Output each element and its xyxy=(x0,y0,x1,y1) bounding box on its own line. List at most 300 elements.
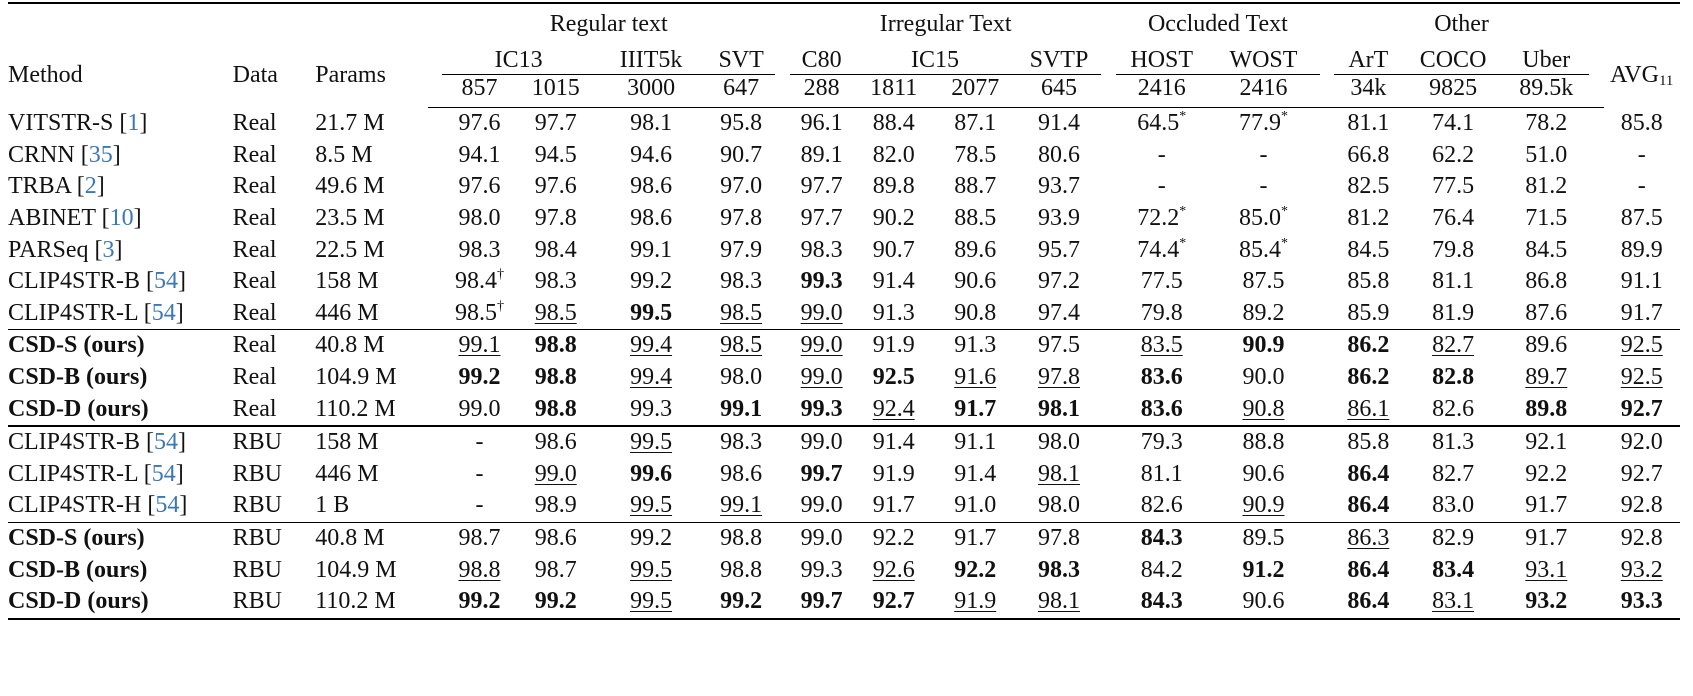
score-value: 99.5 xyxy=(630,492,673,519)
score-cell xyxy=(853,393,934,426)
method-name: ABINET xyxy=(8,205,96,232)
benchmark-svt: SVT xyxy=(707,44,775,75)
score-cell xyxy=(1334,522,1402,554)
table-row xyxy=(8,586,1680,619)
score-cell xyxy=(1207,266,1319,298)
column-gap xyxy=(1101,426,1116,459)
score-cell xyxy=(1207,426,1319,459)
score-cell xyxy=(1402,203,1504,235)
score-cell xyxy=(1604,426,1681,459)
score-cell xyxy=(517,426,595,459)
column-gap xyxy=(1320,586,1335,619)
column-gap xyxy=(1101,330,1116,362)
params-header: Params xyxy=(315,62,386,89)
score-value: 92.5 xyxy=(1620,364,1663,391)
method-name: CRNN xyxy=(8,141,75,168)
score-value: 84.5 xyxy=(1525,236,1568,263)
column-gap xyxy=(1589,234,1604,266)
score-value: 83.6 xyxy=(1140,395,1183,422)
column-gap xyxy=(775,393,790,426)
column-gap xyxy=(1589,266,1604,298)
column-gap xyxy=(1320,426,1335,459)
score-cell xyxy=(1207,362,1319,394)
score-value: 98.3 xyxy=(720,429,763,456)
test-size-cell: 2077 xyxy=(934,75,1017,108)
score-value: 99.3 xyxy=(800,268,843,295)
method-name: PARSeq xyxy=(8,236,89,263)
test-size-cell: 2416 xyxy=(1207,75,1319,108)
score-value: 99.7 xyxy=(800,460,843,487)
score-cell xyxy=(1334,298,1402,330)
method-cell: PARSeq [3] xyxy=(8,236,123,263)
score-value: 91.1 xyxy=(954,429,997,456)
score-cell xyxy=(934,108,1017,140)
test-size-cell: 34k xyxy=(1334,75,1402,108)
score-cell xyxy=(934,522,1017,554)
score-cell xyxy=(853,298,934,330)
score-cell xyxy=(1334,330,1402,362)
column-gap xyxy=(1589,171,1604,203)
column-gap xyxy=(1589,522,1604,554)
score-value: 98.7 xyxy=(534,556,577,583)
score-value: 89.1 xyxy=(800,141,843,168)
score-cell xyxy=(1116,171,1207,203)
data-cell: RBU xyxy=(232,525,282,552)
score-cell xyxy=(1334,171,1402,203)
score-value: 95.8 xyxy=(720,110,763,137)
score-cell xyxy=(1604,108,1681,140)
benchmark-header-row xyxy=(8,44,1680,75)
score-cell xyxy=(1334,426,1402,459)
score-value: 99.1 xyxy=(630,236,673,263)
score-cell xyxy=(1504,490,1589,522)
score-value: 93.9 xyxy=(1037,205,1080,232)
data-cell: Real xyxy=(232,205,277,232)
score-value: 84.5 xyxy=(1347,236,1390,263)
params-cell: 104.9 M xyxy=(315,364,397,391)
score-value: 99.4 xyxy=(630,364,673,391)
score-value: 97.4 xyxy=(1037,299,1080,326)
score-cell xyxy=(1207,522,1319,554)
score-marker: * xyxy=(1280,109,1288,125)
score-cell xyxy=(517,522,595,554)
score-value: 82.7 xyxy=(1432,460,1475,487)
score-cell xyxy=(595,362,707,394)
score-cell xyxy=(853,171,934,203)
score-cell xyxy=(1017,203,1102,235)
avg-header xyxy=(1604,44,1681,108)
score-value: 97.7 xyxy=(534,110,577,137)
score-value: - xyxy=(1637,173,1646,200)
citation-link: 54 xyxy=(154,429,179,456)
score-value: 98.8 xyxy=(720,525,763,552)
method-cell xyxy=(8,330,233,362)
score-cell xyxy=(1402,266,1504,298)
column-gap xyxy=(775,522,790,554)
score-value: 98.6 xyxy=(630,205,673,232)
data-cell: Real xyxy=(233,393,316,426)
score-cell xyxy=(1017,393,1102,426)
score-cell xyxy=(934,330,1017,362)
score-value: 98.7 xyxy=(458,525,501,552)
score-value: 84.2 xyxy=(1140,556,1183,583)
score-value: 92.2 xyxy=(954,556,997,583)
score-cell xyxy=(1504,459,1589,491)
score-marker: † xyxy=(496,298,504,314)
method-cell xyxy=(8,586,233,619)
table-row xyxy=(8,522,1680,554)
score-cell xyxy=(1207,554,1319,586)
method-cell xyxy=(8,554,233,586)
table-row xyxy=(8,490,1680,522)
score-value: 74.1 xyxy=(1432,110,1475,137)
score-cell xyxy=(1017,140,1102,172)
score-value: 86.4 xyxy=(1347,556,1390,583)
data-cell: RBU xyxy=(232,429,282,456)
params-cell: 49.6 M xyxy=(315,173,385,200)
test-size-cell: 1811 xyxy=(853,75,934,108)
score-value: 91.7 xyxy=(954,395,997,422)
data-cell: Real xyxy=(232,332,277,359)
data-cell: Real xyxy=(233,298,316,330)
score-cell xyxy=(934,586,1017,619)
score-value: 98.6 xyxy=(534,525,577,552)
data-cell: RBU xyxy=(232,460,282,487)
params-cell: 446 M xyxy=(315,460,379,487)
method-name: CSD-D (ours) xyxy=(8,395,149,422)
test-size-cell: 1015 xyxy=(517,75,595,108)
citation-link: 54 xyxy=(154,268,179,295)
benchmark-ic15: IC15 xyxy=(853,44,1016,75)
score-cell xyxy=(707,522,775,554)
score-value: 90.2 xyxy=(872,205,915,232)
params-cell: 1 B xyxy=(315,490,427,522)
score-cell xyxy=(1207,108,1319,140)
score-value: 90.7 xyxy=(872,236,915,263)
score-cell xyxy=(853,330,934,362)
score-cell xyxy=(707,426,775,459)
score-cell xyxy=(442,171,516,203)
method-cell xyxy=(8,522,233,554)
method-name: CSD-S (ours) xyxy=(8,332,145,359)
score-cell xyxy=(790,393,854,426)
score-cell xyxy=(1017,362,1102,394)
score-value: 88.7 xyxy=(954,173,997,200)
method-cell: VITSTR-S [1] xyxy=(8,110,148,137)
data-cell: Real xyxy=(232,268,277,295)
score-value: 87.1 xyxy=(954,110,997,137)
method-name: CSD-S (ours) xyxy=(8,525,145,552)
column-gap xyxy=(1589,362,1604,394)
score-cell xyxy=(934,426,1017,459)
score-cell xyxy=(1116,393,1207,426)
score-cell xyxy=(1116,108,1207,140)
score-cell xyxy=(1334,362,1402,394)
score-value: 99.2 xyxy=(630,268,673,295)
score-value: 81.1 xyxy=(1140,460,1183,487)
column-gap xyxy=(1320,75,1335,108)
column-gap xyxy=(775,362,790,394)
score-value: 99.2 xyxy=(720,588,763,615)
column-gap xyxy=(428,362,443,394)
score-value: 97.5 xyxy=(1037,332,1080,359)
score-cell xyxy=(790,266,854,298)
score-cell xyxy=(1017,171,1102,203)
score-value: 85.4 xyxy=(1238,236,1281,263)
score-value: 93.2 xyxy=(1620,556,1663,583)
score-cell xyxy=(1402,108,1504,140)
score-cell xyxy=(442,426,516,459)
score-value: 82.9 xyxy=(1432,525,1475,552)
score-value: 91.9 xyxy=(872,460,915,487)
score-value: 90.9 xyxy=(1242,492,1285,519)
score-value: 86.3 xyxy=(1347,525,1390,552)
score-value: 82.8 xyxy=(1432,364,1475,391)
method-cell xyxy=(8,393,233,426)
benchmark-coco: COCO xyxy=(1402,44,1504,75)
score-cell xyxy=(1504,298,1589,330)
score-value: 93.7 xyxy=(1037,173,1080,200)
column-gap xyxy=(428,234,443,266)
score-value: 91.6 xyxy=(954,364,997,391)
score-cell xyxy=(517,490,595,522)
score-value: 51.0 xyxy=(1525,141,1568,168)
score-cell xyxy=(1402,393,1504,426)
data-cell: Real xyxy=(232,236,277,263)
score-cell xyxy=(1604,298,1681,330)
score-cell xyxy=(707,459,775,491)
score-cell xyxy=(853,586,934,619)
column-gap xyxy=(775,234,790,266)
column-gap xyxy=(1320,140,1335,172)
column-gap xyxy=(1589,490,1604,522)
score-cell xyxy=(442,554,516,586)
column-gap xyxy=(1320,490,1335,522)
score-marker: * xyxy=(1179,204,1187,220)
score-value: 98.8 xyxy=(458,556,501,583)
score-cell xyxy=(517,108,595,140)
score-value: 78.5 xyxy=(954,141,997,168)
score-value: 92.1 xyxy=(1525,429,1568,456)
params-cell: 40.8 M xyxy=(315,525,385,552)
method-name: CSD-B (ours) xyxy=(8,556,148,583)
score-value: 99.2 xyxy=(534,588,577,615)
group-header-other: Other xyxy=(1334,3,1588,44)
score-cell xyxy=(1334,140,1402,172)
score-value: 87.5 xyxy=(1620,205,1663,232)
score-cell xyxy=(1207,298,1319,330)
params-cell: 110.2 M xyxy=(315,586,427,619)
score-value: 89.2 xyxy=(1242,299,1285,326)
score-cell xyxy=(595,459,707,491)
method-name: CLIP4STR-H xyxy=(8,492,142,519)
score-value: 91.2 xyxy=(1242,556,1285,583)
column-gap xyxy=(1320,393,1335,426)
score-cell xyxy=(853,108,934,140)
column-gap xyxy=(1589,75,1604,108)
score-cell xyxy=(1334,554,1402,586)
score-value: 81.9 xyxy=(1432,299,1475,326)
score-cell xyxy=(707,298,775,330)
score-value: 86.2 xyxy=(1347,364,1390,391)
score-value: 98.6 xyxy=(720,460,763,487)
score-cell xyxy=(1116,266,1207,298)
score-cell xyxy=(1017,554,1102,586)
score-cell xyxy=(853,490,934,522)
score-value: 99.5 xyxy=(630,429,673,456)
table-row xyxy=(8,203,1680,235)
score-value: 99.0 xyxy=(458,395,501,422)
score-cell xyxy=(790,554,854,586)
test-size-cell: 89.5k xyxy=(1504,75,1589,108)
method-name: CSD-D (ours) xyxy=(8,588,149,615)
score-value: - xyxy=(475,492,484,519)
benchmark-art: ArT xyxy=(1334,44,1402,75)
column-gap xyxy=(775,171,790,203)
table-row xyxy=(8,108,1680,140)
score-value: 62.2 xyxy=(1432,141,1475,168)
score-marker: * xyxy=(1280,235,1288,251)
group-header-row xyxy=(8,3,1680,44)
score-value: 88.5 xyxy=(954,205,997,232)
score-cell xyxy=(595,490,707,522)
column-gap xyxy=(428,490,443,522)
score-cell xyxy=(1504,140,1589,172)
data-cell: RBU xyxy=(232,556,282,583)
column-gap xyxy=(1101,298,1116,330)
score-value: 97.7 xyxy=(800,205,843,232)
score-cell xyxy=(1116,490,1207,522)
score-value: 91.9 xyxy=(872,332,915,359)
score-value: 91.4 xyxy=(1037,110,1080,137)
column-gap xyxy=(1320,522,1335,554)
column-gap xyxy=(428,140,443,172)
score-cell xyxy=(442,140,516,172)
score-value: 98.0 xyxy=(458,205,501,232)
avg-label: AVG xyxy=(1610,61,1659,88)
column-gap xyxy=(428,586,443,619)
column-gap xyxy=(1101,108,1116,140)
score-value: 89.8 xyxy=(872,173,915,200)
score-value: 74.4 xyxy=(1137,236,1180,263)
score-cell xyxy=(1207,330,1319,362)
score-value: 89.6 xyxy=(954,236,997,263)
score-cell xyxy=(1402,140,1504,172)
score-value: 99.0 xyxy=(800,332,843,359)
score-value: 85.8 xyxy=(1620,110,1663,137)
score-cell xyxy=(1116,426,1207,459)
score-value: 98.6 xyxy=(630,173,673,200)
score-cell xyxy=(1017,266,1102,298)
column-gap xyxy=(775,108,790,140)
score-value: 90.7 xyxy=(720,141,763,168)
score-cell xyxy=(1504,203,1589,235)
score-cell xyxy=(1207,140,1319,172)
group-header-regular: Regular text xyxy=(442,3,775,44)
score-value: 86.8 xyxy=(1525,268,1568,295)
score-value: 98.9 xyxy=(534,492,577,519)
column-gap xyxy=(1101,490,1116,522)
score-value: 98.8 xyxy=(534,364,577,391)
score-cell xyxy=(442,330,516,362)
score-cell xyxy=(853,426,934,459)
score-value: - xyxy=(475,460,484,487)
score-value: 94.6 xyxy=(630,141,673,168)
score-value: 98.1 xyxy=(1037,588,1080,615)
score-cell xyxy=(517,171,595,203)
score-value: 79.3 xyxy=(1140,429,1183,456)
score-cell xyxy=(1334,234,1402,266)
score-cell xyxy=(707,330,775,362)
column-gap xyxy=(1101,554,1116,586)
score-value: - xyxy=(1259,141,1268,168)
table-row xyxy=(8,330,1680,362)
score-cell xyxy=(1504,554,1589,586)
column-gap xyxy=(775,554,790,586)
column-gap xyxy=(1320,459,1335,491)
params-cell: 8.5 M xyxy=(315,141,373,168)
score-cell xyxy=(707,266,775,298)
score-value: 85.8 xyxy=(1347,429,1390,456)
score-value: - xyxy=(1157,141,1166,168)
score-cell xyxy=(1017,586,1102,619)
score-value: 91.4 xyxy=(872,268,915,295)
score-value: 81.3 xyxy=(1432,429,1475,456)
benchmark-c80: C80 xyxy=(790,44,854,75)
score-value: 99.1 xyxy=(720,395,763,422)
method-name: CSD-B (ours) xyxy=(8,364,148,391)
score-cell xyxy=(853,554,934,586)
table-row xyxy=(8,298,1680,330)
score-value: 91.9 xyxy=(954,588,997,615)
table-row xyxy=(8,362,1680,394)
score-cell xyxy=(1334,586,1402,619)
score-value: 99.2 xyxy=(458,588,501,615)
score-cell xyxy=(1207,203,1319,235)
score-value: 91.1 xyxy=(1620,268,1663,295)
score-value: 99.2 xyxy=(458,364,501,391)
score-value: 89.6 xyxy=(1525,332,1568,359)
score-value: 97.8 xyxy=(1037,364,1080,391)
score-value: 92.6 xyxy=(872,556,915,583)
params-cell: 158 M xyxy=(315,268,379,295)
score-value: 86.4 xyxy=(1347,460,1390,487)
score-cell xyxy=(790,140,854,172)
score-cell xyxy=(517,586,595,619)
score-value: 94.5 xyxy=(534,141,577,168)
score-cell xyxy=(595,171,707,203)
score-cell xyxy=(595,554,707,586)
score-value: 89.8 xyxy=(1525,395,1568,422)
score-value: 84.3 xyxy=(1140,525,1183,552)
score-cell xyxy=(790,459,854,491)
column-gap xyxy=(1320,203,1335,235)
column-gap xyxy=(775,298,790,330)
column-gap xyxy=(1101,75,1116,108)
column-gap xyxy=(1101,266,1116,298)
score-cell xyxy=(1402,330,1504,362)
score-value: 98.1 xyxy=(630,110,673,137)
citation-link: 54 xyxy=(151,460,176,487)
score-value: 99.0 xyxy=(800,429,843,456)
score-cell xyxy=(1604,554,1681,586)
score-cell xyxy=(1604,586,1681,619)
test-size-cell: 3000 xyxy=(595,75,707,108)
column-gap xyxy=(775,426,790,459)
score-value: 97.6 xyxy=(458,110,501,137)
params-cell: 22.5 M xyxy=(315,236,385,263)
score-value: 99.1 xyxy=(720,492,763,519)
